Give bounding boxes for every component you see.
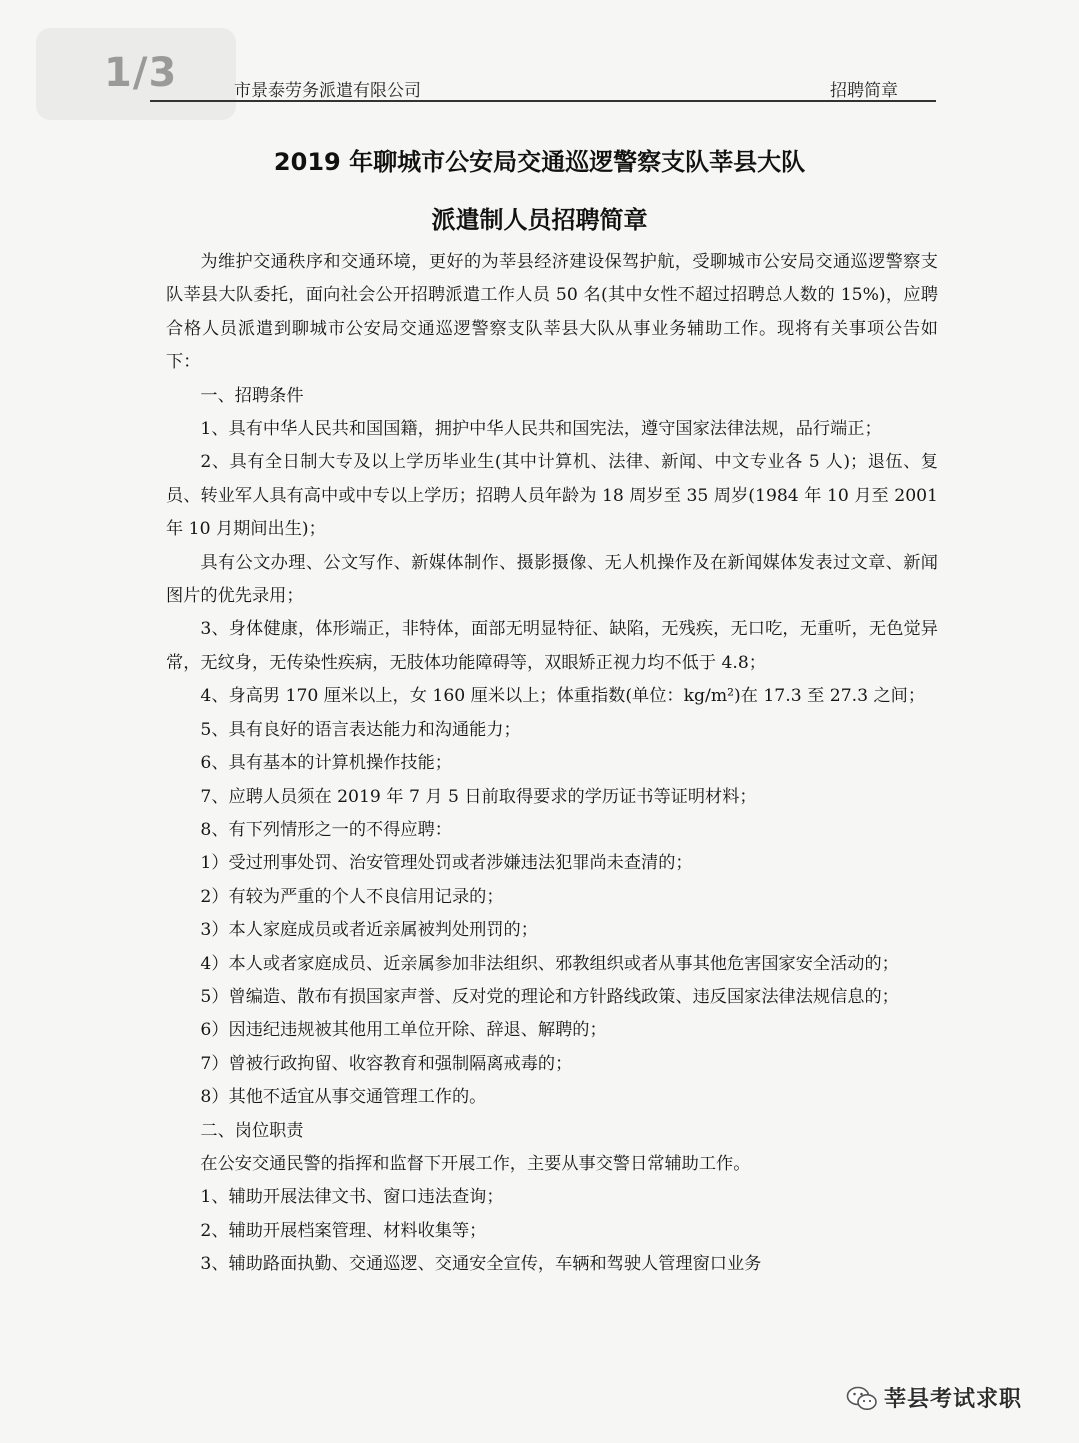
- paragraph: 4、身高男 170 厘米以上，女 160 厘米以上；体重指数(单位：kg/m²)在 17.3 至 27.3 之间；: [200, 686, 926, 707]
- paragraph: 3、身体健康，体形端正，非特体，面部无明显特征、缺陷，无残疾，无口吃，无重听，无色觉异常，无纹身，无传染性疾病，无肢体功能障碍等，双眼矫正视力均不低于 4.8；: [166, 619, 938, 673]
- paragraph: 5、具有良好的语言表达能力和沟通能力；: [200, 719, 521, 740]
- paragraph: 1、辅助开展法律文书、窗口违法查询；: [200, 1187, 504, 1208]
- list-item: 4）本人或者家庭成员、近亲属参加非法组织、邪教组织或者从事其他危害国家安全活动的；: [200, 953, 899, 974]
- list-item: 1）受过刑事处罚、治安管理处罚或者涉嫌违法犯罪尚未查清的；: [200, 853, 693, 874]
- header-doc-type: 招聘简章: [830, 81, 898, 101]
- paragraph: 3、辅助路面执勤、交通巡逻、交通安全宣传，车辆和驾驶人管理窗口业务: [200, 1254, 762, 1275]
- intro-paragraph: 为维护交通秩序和交通环境，更好的为莘县经济建设保驾护航，受聊城市公安局交通巡逻警察支队莘县大队委托，面向社会公开招聘派遣工作人员 50 名(其中女性不超过招聘总人数的 15%)，应聘合格人员派遣到聊城市公安局交通巡逻警察支队莘县大队从事业务辅助工作。现将有关事项公告如下：: [166, 252, 938, 373]
- title-line-2: 派遣制人员招聘简章: [431, 206, 648, 234]
- list-item: 7）曾被行政拘留、收容教育和强制隔离戒毒的；: [200, 1053, 573, 1074]
- page-indicator: 1/3: [104, 50, 178, 96]
- paragraph: 1、具有中华人民共和国国籍，拥护中华人民共和国宪法，遵守国家法律法规，品行端正；: [200, 419, 882, 440]
- list-item: 2）有较为严重的个人不良信用记录的；: [200, 886, 504, 907]
- paragraph: 2、具有全日制大专及以上学历毕业生(其中计算机、法律、新闻、中文专业各 5 人)；退伍、复员、转业军人具有高中或中专以上学历；招聘人员年龄为 18 周岁至 35 周岁(1984 年 10 月至 2001 年 10 月期间出生)；: [166, 452, 938, 540]
- list-item: 6）因违纪违规被其他用工单位开除、辞退、解聘的；: [200, 1020, 607, 1041]
- paragraph: 6、具有基本的计算机操作技能；: [200, 753, 452, 774]
- wechat-icon: [846, 1385, 878, 1413]
- paragraph: 7、应聘人员须在 2019 年 7 月 5 日前取得要求的学历证书等证明材料；: [200, 786, 757, 807]
- section-heading: 二、岗位职责: [200, 1120, 304, 1141]
- paragraph: 具有公文办理、公文写作、新媒体制作、摄影摄像、无人机操作及在新闻媒体发表过文章、新闻图片的优先录用；: [166, 552, 938, 607]
- paragraph: 8、有下列情形之一的不得应聘：: [200, 819, 452, 840]
- list-item: 8）其他不适宜从事交通管理工作的。: [200, 1087, 487, 1108]
- header-company: 市景泰劳务派遣有限公司: [234, 81, 421, 101]
- watermark: 莘县考试求职: [884, 1387, 1023, 1412]
- section-heading: 一、招聘条件: [200, 385, 304, 406]
- list-item: 3）本人家庭成员或者近亲属被判处刑罚的；: [200, 920, 538, 941]
- title-line-1: 2019 年聊城市公安局交通巡逻警察支队莘县大队: [273, 148, 806, 176]
- list-item: 5）曾编造、散布有损国家声誉、反对党的理论和方针路线政策、违反国家法律法规信息的；: [200, 986, 899, 1007]
- paragraph: 2、辅助开展档案管理、材料收集等；: [200, 1220, 487, 1241]
- header-rule: [150, 100, 936, 102]
- document-body: [166, 246, 938, 1282]
- paragraph: 在公安交通民警的指挥和监督下开展工作，主要从事交警日常辅助工作。: [200, 1153, 751, 1174]
